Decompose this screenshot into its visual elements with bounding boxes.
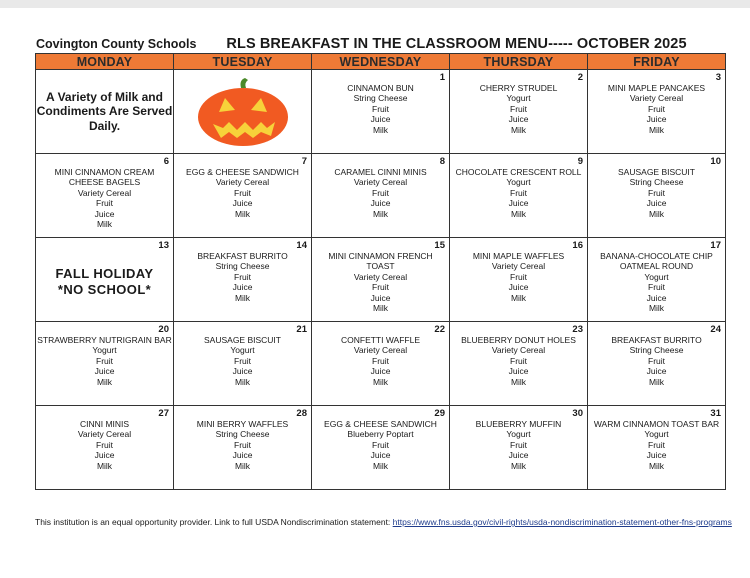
week-row <box>36 322 726 406</box>
day-number: 3 <box>715 72 721 83</box>
menu-item: Yogurt <box>644 271 669 282</box>
day-number: 21 <box>296 324 307 335</box>
menu-item: Juice <box>370 292 391 303</box>
day-cell <box>36 406 174 490</box>
menu-items <box>588 322 725 387</box>
menu-items <box>588 154 725 219</box>
menu-item: Yogurt <box>506 429 531 440</box>
menu-item: Milk <box>96 376 113 387</box>
menu-item: Juice <box>370 114 391 125</box>
menu-item: MINI MAPLE PANCAKES <box>607 83 706 93</box>
menu-item: Milk <box>96 219 113 230</box>
menu-item: String Cheese <box>215 261 270 272</box>
day-number: 27 <box>158 408 169 419</box>
day-number: 13 <box>158 240 169 251</box>
menu-item: Milk <box>372 303 389 314</box>
day-cell <box>450 238 588 322</box>
day-number: 2 <box>577 72 583 83</box>
menu-item: Juice <box>646 114 667 125</box>
day-number: 31 <box>710 408 721 419</box>
menu-item: Fruit <box>648 187 665 198</box>
day-cell <box>588 238 726 322</box>
menu-item: Milk <box>96 460 113 471</box>
day-number: 1 <box>439 72 445 83</box>
day-cell <box>174 70 312 154</box>
menu-item: Juice <box>646 366 667 377</box>
day-cell <box>36 70 174 154</box>
weekday-header-friday: FRIDAY <box>588 54 726 70</box>
menu-item: Milk <box>510 376 527 387</box>
menu-item: Fruit <box>510 103 527 114</box>
day-cell <box>450 322 588 406</box>
menu-item: Milk <box>510 208 527 219</box>
menu-item: Juice <box>232 282 253 293</box>
menu-items <box>450 154 587 219</box>
menu-item: Fruit <box>234 439 251 450</box>
menu-item: Milk <box>648 124 665 135</box>
menu-item: BLUEBERRY DONUT HOLES <box>461 335 576 345</box>
menu-item: Variety Cereal <box>491 345 546 356</box>
menu-item: Variety Cereal <box>215 177 270 188</box>
day-number: 29 <box>434 408 445 419</box>
holiday-line: *NO SCHOOL* <box>57 281 152 297</box>
day-number: 20 <box>158 324 169 335</box>
menu-item: Fruit <box>648 282 665 293</box>
jack-o-lantern-icon <box>195 76 291 148</box>
day-cell <box>312 238 450 322</box>
menu-item: Juice <box>94 208 115 219</box>
top-bar <box>0 0 750 8</box>
day-number: 15 <box>434 240 445 251</box>
menu-item: Milk <box>372 460 389 471</box>
menu-item: Fruit <box>648 439 665 450</box>
menu-items <box>312 406 449 471</box>
menu-item: TOAST <box>366 261 395 272</box>
menu-item: Milk <box>372 376 389 387</box>
day-number: 23 <box>572 324 583 335</box>
day-cell <box>312 154 450 238</box>
menu-items <box>174 238 311 303</box>
menu-item: Juice <box>370 198 391 209</box>
menu-items <box>312 238 449 313</box>
menu-items <box>450 70 587 135</box>
menu-item: Milk <box>648 376 665 387</box>
menu-item: BREAKFAST BURRITO <box>197 251 288 261</box>
menu-items <box>312 70 449 135</box>
menu-item: STRAWBERRY NUTRIGRAIN BAR <box>37 335 172 345</box>
menu-item: Milk <box>234 208 251 219</box>
menu-item: Milk <box>510 460 527 471</box>
menu-items <box>36 322 173 387</box>
menu-item: Juice <box>232 450 253 461</box>
day-number: 16 <box>572 240 583 251</box>
day-number: 8 <box>439 156 445 167</box>
footer-statement: This institution is an equal opportunity provider. Link to full USDA Nondiscrimination statement: <box>35 517 393 527</box>
menu-item: Juice <box>646 198 667 209</box>
menu-item: Fruit <box>372 282 389 293</box>
menu-item: MINI MAPLE WAFFLES <box>472 251 565 261</box>
menu-item: Juice <box>94 450 115 461</box>
menu-item: Fruit <box>510 271 527 282</box>
menu-calendar <box>35 53 726 490</box>
menu-item: BREAKFAST BURRITO <box>611 335 702 345</box>
menu-item: WARM CINNAMON TOAST BAR <box>593 419 720 429</box>
school-name: Covington County Schools <box>36 37 197 51</box>
menu-item: CINNAMON BUN <box>347 83 414 93</box>
day-number: 22 <box>434 324 445 335</box>
menu-item: BLUEBERRY MUFFIN <box>475 419 562 429</box>
weekday-header-thursday: THURSDAY <box>450 54 588 70</box>
menu-items <box>174 406 311 471</box>
menu-item: Variety Cereal <box>353 271 408 282</box>
menu-item: Milk <box>648 208 665 219</box>
day-cell <box>588 322 726 406</box>
menu-item: MINI BERRY WAFFLES <box>196 419 289 429</box>
menu-item: Milk <box>510 292 527 303</box>
menu-item: String Cheese <box>629 345 684 356</box>
menu-item: Fruit <box>96 439 113 450</box>
day-cell <box>450 70 588 154</box>
menu-item: String Cheese <box>215 429 270 440</box>
menu-item: MINI CINNAMON CREAM <box>54 167 155 177</box>
menu-item: CONFETTI WAFFLE <box>340 335 420 345</box>
menu-items <box>450 238 587 303</box>
day-cell <box>174 406 312 490</box>
menu-item: Milk <box>648 460 665 471</box>
menu-item: Milk <box>234 292 251 303</box>
menu-item: Juice <box>508 114 529 125</box>
menu-item: Variety Cereal <box>77 429 132 440</box>
weekday-header-wednesday: WEDNESDAY <box>312 54 450 70</box>
week-row <box>36 70 726 154</box>
menu-item: Fruit <box>372 187 389 198</box>
menu-item: String Cheese <box>629 177 684 188</box>
menu-item: Fruit <box>96 198 113 209</box>
footer <box>35 516 735 528</box>
menu-item: Juice <box>232 198 253 209</box>
day-cell <box>312 406 450 490</box>
menu-item: SAUSAGE BISCUIT <box>618 167 695 177</box>
menu-items <box>36 406 173 471</box>
menu-item: BANANA-CHOCOLATE CHIP <box>600 251 713 261</box>
menu-item: Juice <box>508 366 529 377</box>
menu-item: Fruit <box>96 355 113 366</box>
calendar-body <box>36 70 726 490</box>
menu-item: Juice <box>508 450 529 461</box>
menu-item: Milk <box>372 208 389 219</box>
menu-item: Milk <box>234 376 251 387</box>
menu-items <box>450 322 587 387</box>
menu-item: EGG & CHEESE SANDWICH <box>324 419 437 429</box>
menu-item: CHOCOLATE CRESCENT ROLL <box>455 167 582 177</box>
menu-item: Yogurt <box>506 177 531 188</box>
day-cell <box>174 322 312 406</box>
day-number: 28 <box>296 408 307 419</box>
day-cell <box>36 322 174 406</box>
menu-title: RLS BREAKFAST IN THE CLASSROOM MENU----- OCTOBER 2025 <box>226 36 687 52</box>
day-cell <box>588 70 726 154</box>
menu-item: Fruit <box>648 355 665 366</box>
menu-item: Yogurt <box>230 345 255 356</box>
menu-item: Milk <box>510 124 527 135</box>
menu-item: Blueberry Poptart <box>347 429 414 440</box>
menu-item: Variety Cereal <box>491 261 546 272</box>
day-cell <box>588 406 726 490</box>
menu-item: Milk <box>372 124 389 135</box>
menu-item: Fruit <box>234 355 251 366</box>
menu-items <box>450 406 587 471</box>
menu-item: Yogurt <box>644 429 669 440</box>
menu-item: Variety Cereal <box>353 177 408 188</box>
day-cell <box>312 322 450 406</box>
menu-item: Yogurt <box>92 345 117 356</box>
day-number: 30 <box>572 408 583 419</box>
menu-item: CHERRY STRUDEL <box>479 83 558 93</box>
menu-item: Juice <box>646 292 667 303</box>
menu-item: Fruit <box>510 355 527 366</box>
menu-item: Fruit <box>372 103 389 114</box>
menu-item: Variety Cereal <box>77 187 132 198</box>
holiday-line: FALL HOLIDAY <box>55 265 154 281</box>
menu-item: Fruit <box>372 439 389 450</box>
day-cell <box>588 154 726 238</box>
menu-items <box>312 154 449 219</box>
menu-items <box>36 154 173 229</box>
day-number: 14 <box>296 240 307 251</box>
menu-items <box>174 154 311 219</box>
pumpkin-cell <box>174 70 311 153</box>
menu-item: EGG & CHEESE SANDWICH <box>186 167 299 177</box>
nondiscrimination-link[interactable]: https://www.fns.usda.gov/civil-rights/usda-nondiscrimination-statement-other-fns-programs <box>392 517 732 527</box>
menu-item: Juice <box>508 198 529 209</box>
day-cell <box>36 154 174 238</box>
daily-condiments-note: A Variety of Milk and Condiments Are Served Daily. <box>36 89 173 133</box>
menu-item: CINNI MINIS <box>79 419 130 429</box>
menu-item: Fruit <box>234 271 251 282</box>
menu-item: Fruit <box>234 187 251 198</box>
menu-item: Juice <box>232 366 253 377</box>
week-row <box>36 154 726 238</box>
day-number: 6 <box>163 156 169 167</box>
day-cell <box>174 238 312 322</box>
day-number: 10 <box>710 156 721 167</box>
menu-item: Juice <box>370 366 391 377</box>
week-row <box>36 238 726 322</box>
menu-items <box>312 322 449 387</box>
day-number: 7 <box>301 156 307 167</box>
menu-item: Juice <box>646 450 667 461</box>
day-number: 17 <box>710 240 721 251</box>
menu-item: CHEESE BAGELS <box>68 177 141 188</box>
holiday-notice <box>36 238 173 321</box>
menu-item: Variety Cereal <box>353 345 408 356</box>
weekday-header-monday: MONDAY <box>36 54 174 70</box>
menu-item: Milk <box>648 303 665 314</box>
day-cell <box>450 154 588 238</box>
menu-item: Juice <box>370 450 391 461</box>
menu-items <box>588 406 725 471</box>
menu-item: Juice <box>94 366 115 377</box>
day-number: 9 <box>577 156 583 167</box>
day-cell <box>312 70 450 154</box>
menu-item: Fruit <box>372 355 389 366</box>
menu-items <box>588 238 725 313</box>
menu-item: Yogurt <box>506 93 531 104</box>
menu-items <box>174 322 311 387</box>
day-cell <box>36 238 174 322</box>
menu-item: Fruit <box>510 439 527 450</box>
menu-item: Fruit <box>510 187 527 198</box>
week-row <box>36 406 726 490</box>
day-cell <box>450 406 588 490</box>
weekday-header-tuesday: TUESDAY <box>174 54 312 70</box>
menu-item: SAUSAGE BISCUIT <box>204 335 281 345</box>
menu-item: Milk <box>234 460 251 471</box>
menu-item: Juice <box>508 282 529 293</box>
menu-items <box>588 70 725 135</box>
menu-item: String Cheese <box>353 93 408 104</box>
weekday-header-row <box>36 54 726 70</box>
menu-item: CARAMEL CINNI MINIS <box>334 167 427 177</box>
menu-item: Fruit <box>648 103 665 114</box>
day-number: 24 <box>710 324 721 335</box>
menu-item: OATMEAL ROUND <box>619 261 694 272</box>
menu-item: MINI CINNAMON FRENCH <box>328 251 433 261</box>
menu-item: Variety Cereal <box>629 93 684 104</box>
day-cell <box>174 154 312 238</box>
